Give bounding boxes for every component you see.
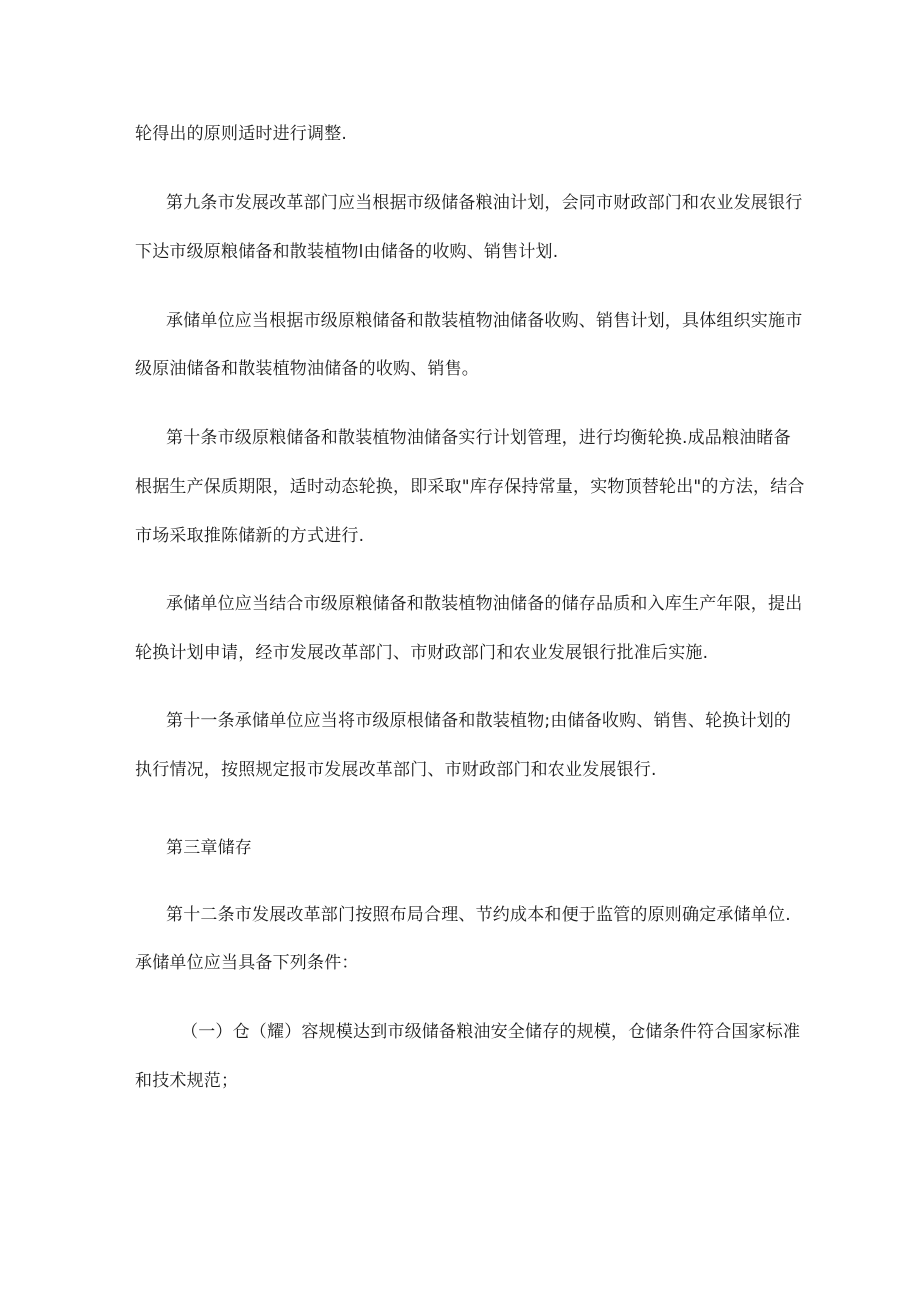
paragraph-line: 承储单位应当具备下列条件： bbox=[135, 953, 359, 973]
paragraph-line: 承储单位应当结合市级原粮储备和散装植物油储备的储存品质和入库生产年限，提出 bbox=[166, 594, 803, 614]
list-item-line: 和技术规范； bbox=[135, 1071, 239, 1091]
paragraph-line: 轮换计划申请，经市发展改革部门、市财政部门和农业发展银行批准后实施. bbox=[135, 643, 709, 663]
paragraph-line: 第十条市级原粮储备和散装植物油储备实行计划管理，进行均衡轮换.成品粮油睹备 bbox=[166, 428, 791, 448]
paragraph-line: 第十一条承储单位应当将市级原根储备和散装植物;由储备收购、销售、轮换计划的 bbox=[166, 711, 792, 731]
paragraph-line: 第十二条市发展改革部门按照布局合理、节约成本和便于监管的原则确定承储单位. bbox=[166, 905, 791, 925]
paragraph-line: 轮得出的原则适时进行调整. bbox=[135, 124, 348, 144]
paragraph-line: 下达市级原粮储备和散装植物l由储备的收购、销售计划. bbox=[135, 242, 559, 262]
paragraph-line: 承储单位应当根据市级原粮储备和散装植物油储备收购、销售计划，具体组织实施市 bbox=[166, 311, 803, 331]
paragraph-line: 根据生产保质期限，适时动态轮换，即采取"库存保持常量，实物顶替轮出"的方法，结合 bbox=[135, 477, 805, 497]
list-item-line: （一）仓（耀）容规模达到市级储备粮油安全储存的规模，仓储条件符合国家标准 bbox=[181, 1022, 801, 1042]
paragraph-line: 市场采取推陈储新的方式进行. bbox=[135, 526, 365, 546]
paragraph-line: 级原油储备和散装植物油储备的收购、销售。 bbox=[135, 359, 479, 379]
chapter-heading: 第三章储存 bbox=[166, 838, 252, 858]
paragraph-line: 执行情况，按照规定报市发展改革部门、市财政部门和农业发展银行. bbox=[135, 760, 657, 780]
paragraph-line: 第九条市发展改革部门应当根据市级储备粮油计划，会同市财政部门和农业发展银行 bbox=[166, 193, 803, 213]
